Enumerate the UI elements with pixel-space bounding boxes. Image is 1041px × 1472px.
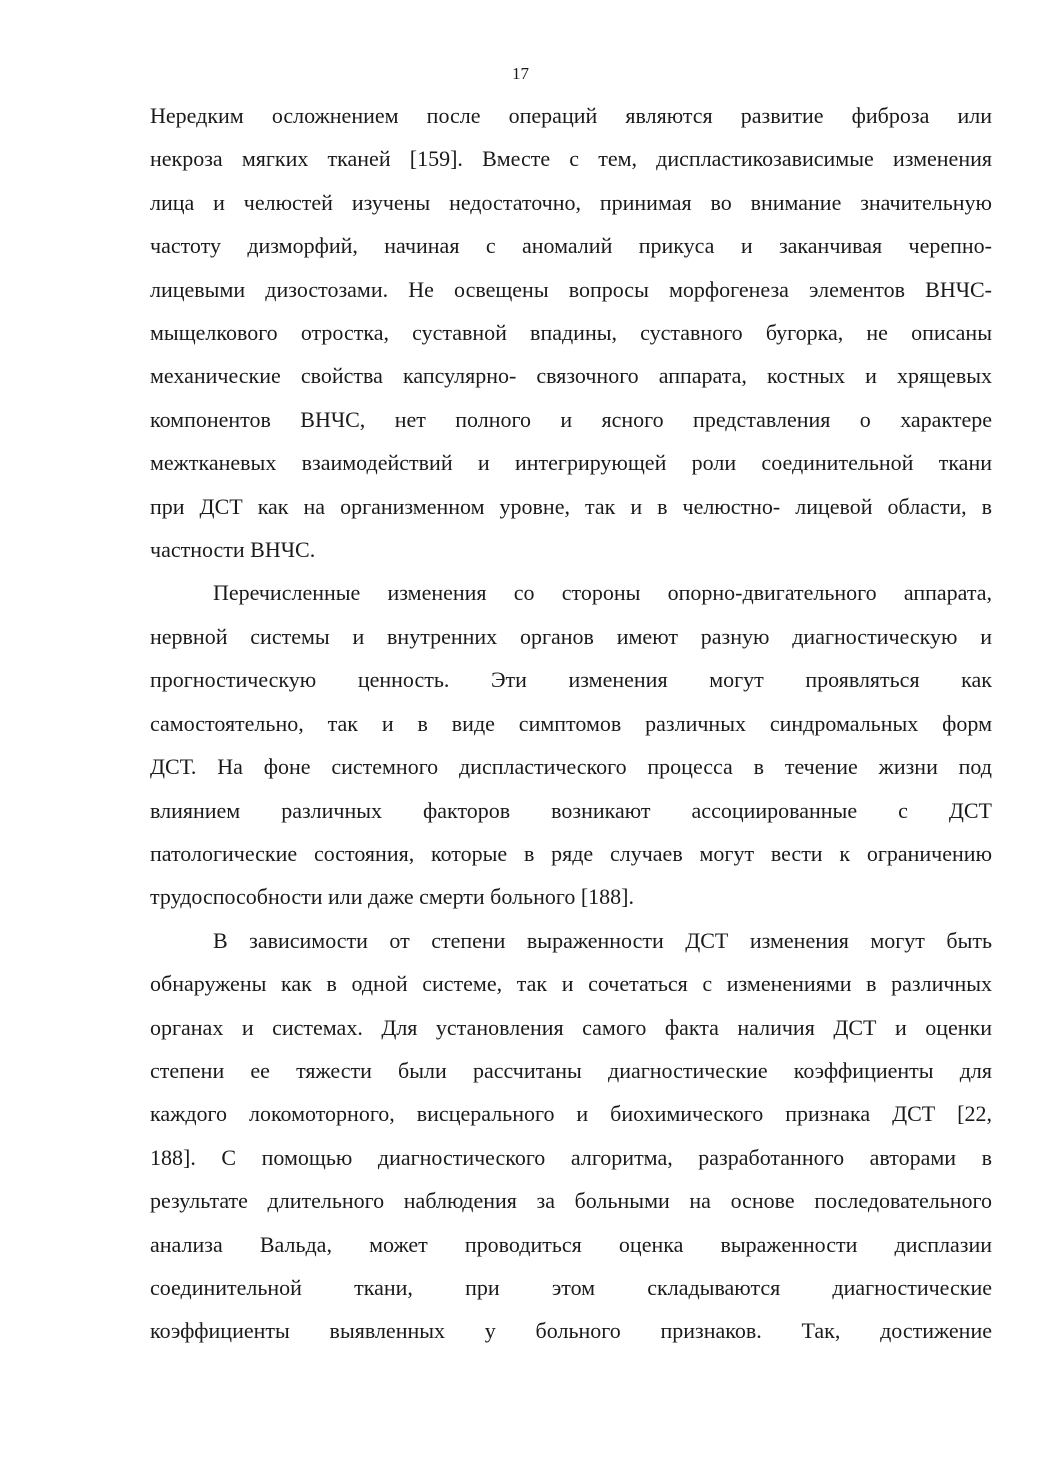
page-number: 17	[512, 64, 529, 83]
text-line: органах и системах. Для установления самого факта наличия ДСТ и оценки	[150, 1014, 992, 1040]
text-line: при ДСТ как на организменном уровне, так и в челюстно- лицевой области, в	[150, 493, 992, 519]
text-line: патологические состояния, которые в ряде случаев могут вести к ограничению	[150, 840, 992, 866]
text-line: нервной системы и внутренних органов имеют разную диагностическую и	[150, 623, 992, 649]
text-line: некроза мягких тканей [159]. Вместе с тем, диспластикозависимые изменения	[150, 146, 992, 172]
text-line: частоту дизморфий, начиная с аномалий прикуса и заканчивая черепно-	[150, 233, 992, 259]
body-text	[150, 94, 992, 1353]
text-line: степени ее тяжести были рассчитаны диагностические коэффициенты для	[150, 1057, 992, 1083]
text-line: прогностическую ценность. Эти изменения могут проявляться как	[150, 667, 992, 693]
text-line: обнаружены как в одной системе, так и сочетаться с изменениями в различных	[150, 971, 992, 997]
text-line: каждого локомоторного, висцерального и биохимического признака ДСТ [22,	[150, 1101, 992, 1127]
text-line: соединительной ткани, при этом складываются диагностические	[150, 1274, 992, 1300]
text-line: анализа Вальда, может проводиться оценка выраженности дисплазии	[150, 1231, 992, 1257]
paragraph-2	[150, 571, 992, 918]
text-line: Перечисленные изменения со стороны опорно-двигательного аппарата,	[213, 580, 992, 606]
paragraph-3	[150, 919, 992, 1353]
text-line: коэффициенты выявленных у больного признаков. Так, достижение	[150, 1318, 992, 1344]
text-line: межтканевых взаимодействий и интегрирующей роли соединительной ткани	[150, 450, 992, 476]
text-line: 188]. С помощью диагностического алгоритма, разработанного авторами в	[150, 1144, 992, 1170]
text-line: результате длительного наблюдения за больными на основе последовательного	[150, 1188, 992, 1214]
paragraph-1	[150, 94, 992, 571]
text-line: самостоятельно, так и в виде симптомов различных синдромальных форм	[150, 710, 992, 736]
text-line: компонентов ВНЧС, нет полного и ясного представления о характере	[150, 406, 992, 432]
text-line: трудоспособности или даже смерти больного [188].	[150, 884, 634, 910]
text-line: В зависимости от степени выраженности ДСТ изменения могут быть	[213, 927, 992, 953]
text-line: влиянием различных факторов возникают ассоциированные с ДСТ	[150, 797, 992, 823]
text-line: мыщелкового отростка, суставной впадины, суставного бугорка, не описаны	[150, 320, 992, 346]
text-line: лица и челюстей изучены недостаточно, принимая во внимание значительную	[150, 189, 992, 215]
text-line: ДСТ. На фоне системного диспластического процесса в течение жизни под	[150, 754, 992, 780]
text-line: лицевыми дизостозами. Не освещены вопросы морфогенеза элементов ВНЧС-	[150, 276, 992, 302]
text-line: Нередким осложнением после операций являются развитие фиброза или	[150, 103, 992, 128]
text-line: частности ВНЧС.	[150, 537, 316, 563]
text-line: механические свойства капсулярно- связочного аппарата, костных и хрящевых	[150, 363, 992, 389]
